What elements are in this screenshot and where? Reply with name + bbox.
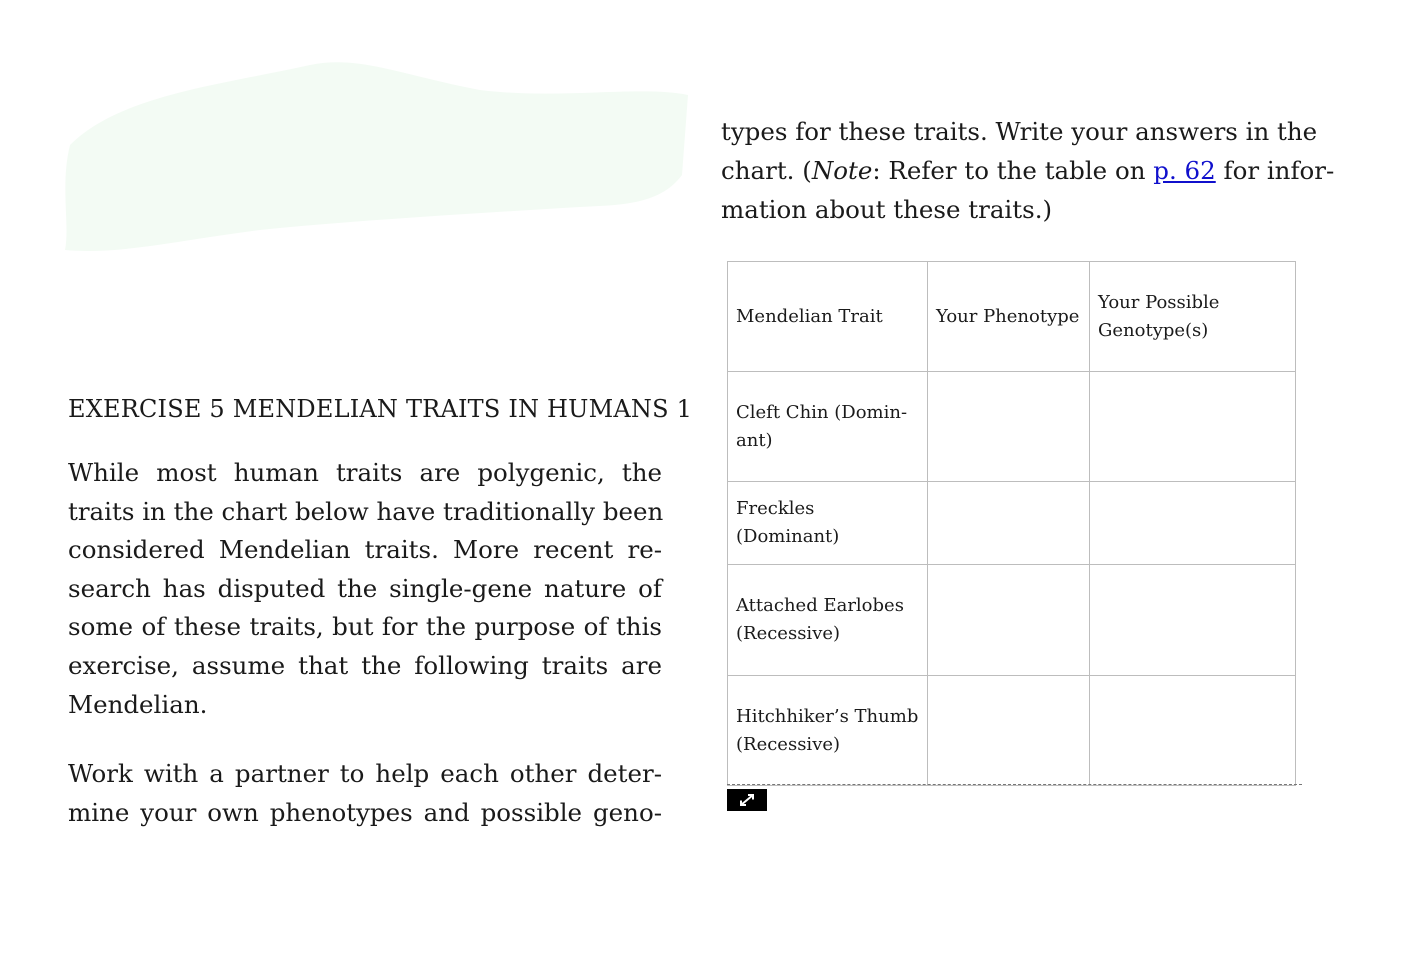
paragraph-line: exercise, assume that the following traits are [68, 650, 662, 680]
text-run: for infor- [1215, 156, 1335, 185]
paragraph-line: types for these traits. Write your answers in the [721, 117, 1318, 146]
genotype-cell [1090, 565, 1296, 676]
trait-cell: Freckles (Dominant) [728, 482, 928, 565]
trait-cell: Hitchhiker’s Thumb (Recessive) [728, 676, 928, 786]
expand-icon [738, 793, 756, 807]
instruction-continued [721, 112, 1335, 229]
genotype-cell [1090, 676, 1296, 786]
table-row [728, 372, 1296, 482]
phenotype-cell [928, 372, 1090, 482]
paragraph-line: some of these traits, but for the purpose of this [68, 612, 662, 642]
genotype-cell [1090, 482, 1296, 565]
text-run: : Refer to the table on [872, 156, 1154, 185]
paragraph-line: mine your own phenotypes and possible geno- [68, 797, 662, 827]
header-mendelian-trait: Mendelian Trait [728, 262, 928, 372]
paragraph-line [721, 151, 1335, 190]
instruction-paragraph [68, 755, 662, 832]
left-column [68, 392, 693, 863]
header-your-genotype: Your Possible Genotype(s) [1090, 262, 1296, 372]
highlight-mark [60, 55, 690, 255]
paragraph-line: Mendelian. [68, 689, 208, 719]
phenotype-cell [928, 565, 1090, 676]
traits-table [727, 261, 1296, 786]
table-row [728, 676, 1296, 786]
table-row [728, 482, 1296, 565]
table-bottom-divider [727, 784, 1302, 785]
exercise-heading: EXERCISE 5 MENDELIAN TRAITS IN HUMANS 1 [68, 395, 693, 423]
expand-table-button[interactable] [727, 789, 767, 811]
text-run: chart. ( [721, 156, 812, 185]
paragraph-line: While most human traits are polygenic, the [68, 458, 662, 487]
genotype-cell [1090, 372, 1296, 482]
intro-paragraph [68, 454, 662, 724]
table-header-row [728, 262, 1296, 372]
trait-cell: Cleft Chin (Domin-ant) [728, 372, 928, 482]
phenotype-cell [928, 482, 1090, 565]
phenotype-cell [928, 676, 1090, 786]
table-row [728, 565, 1296, 676]
header-your-phenotype: Your Phenotype [928, 262, 1090, 372]
note-label: Note [811, 156, 873, 185]
paragraph-line: traits in the chart below have traditionally been [68, 496, 664, 526]
page-reference-link[interactable]: p. 62 [1153, 156, 1216, 185]
trait-cell: Attached Earlobes (Recessive) [728, 565, 928, 676]
paragraph-line: Work with a partner to help each other deter- [68, 759, 662, 789]
paragraph-line: considered Mendelian traits. More recent re- [68, 535, 662, 565]
right-column [721, 112, 1335, 229]
paragraph-line: mation about these traits.) [721, 195, 1053, 224]
paragraph-line: search has disputed the single-gene nature of [68, 573, 662, 603]
